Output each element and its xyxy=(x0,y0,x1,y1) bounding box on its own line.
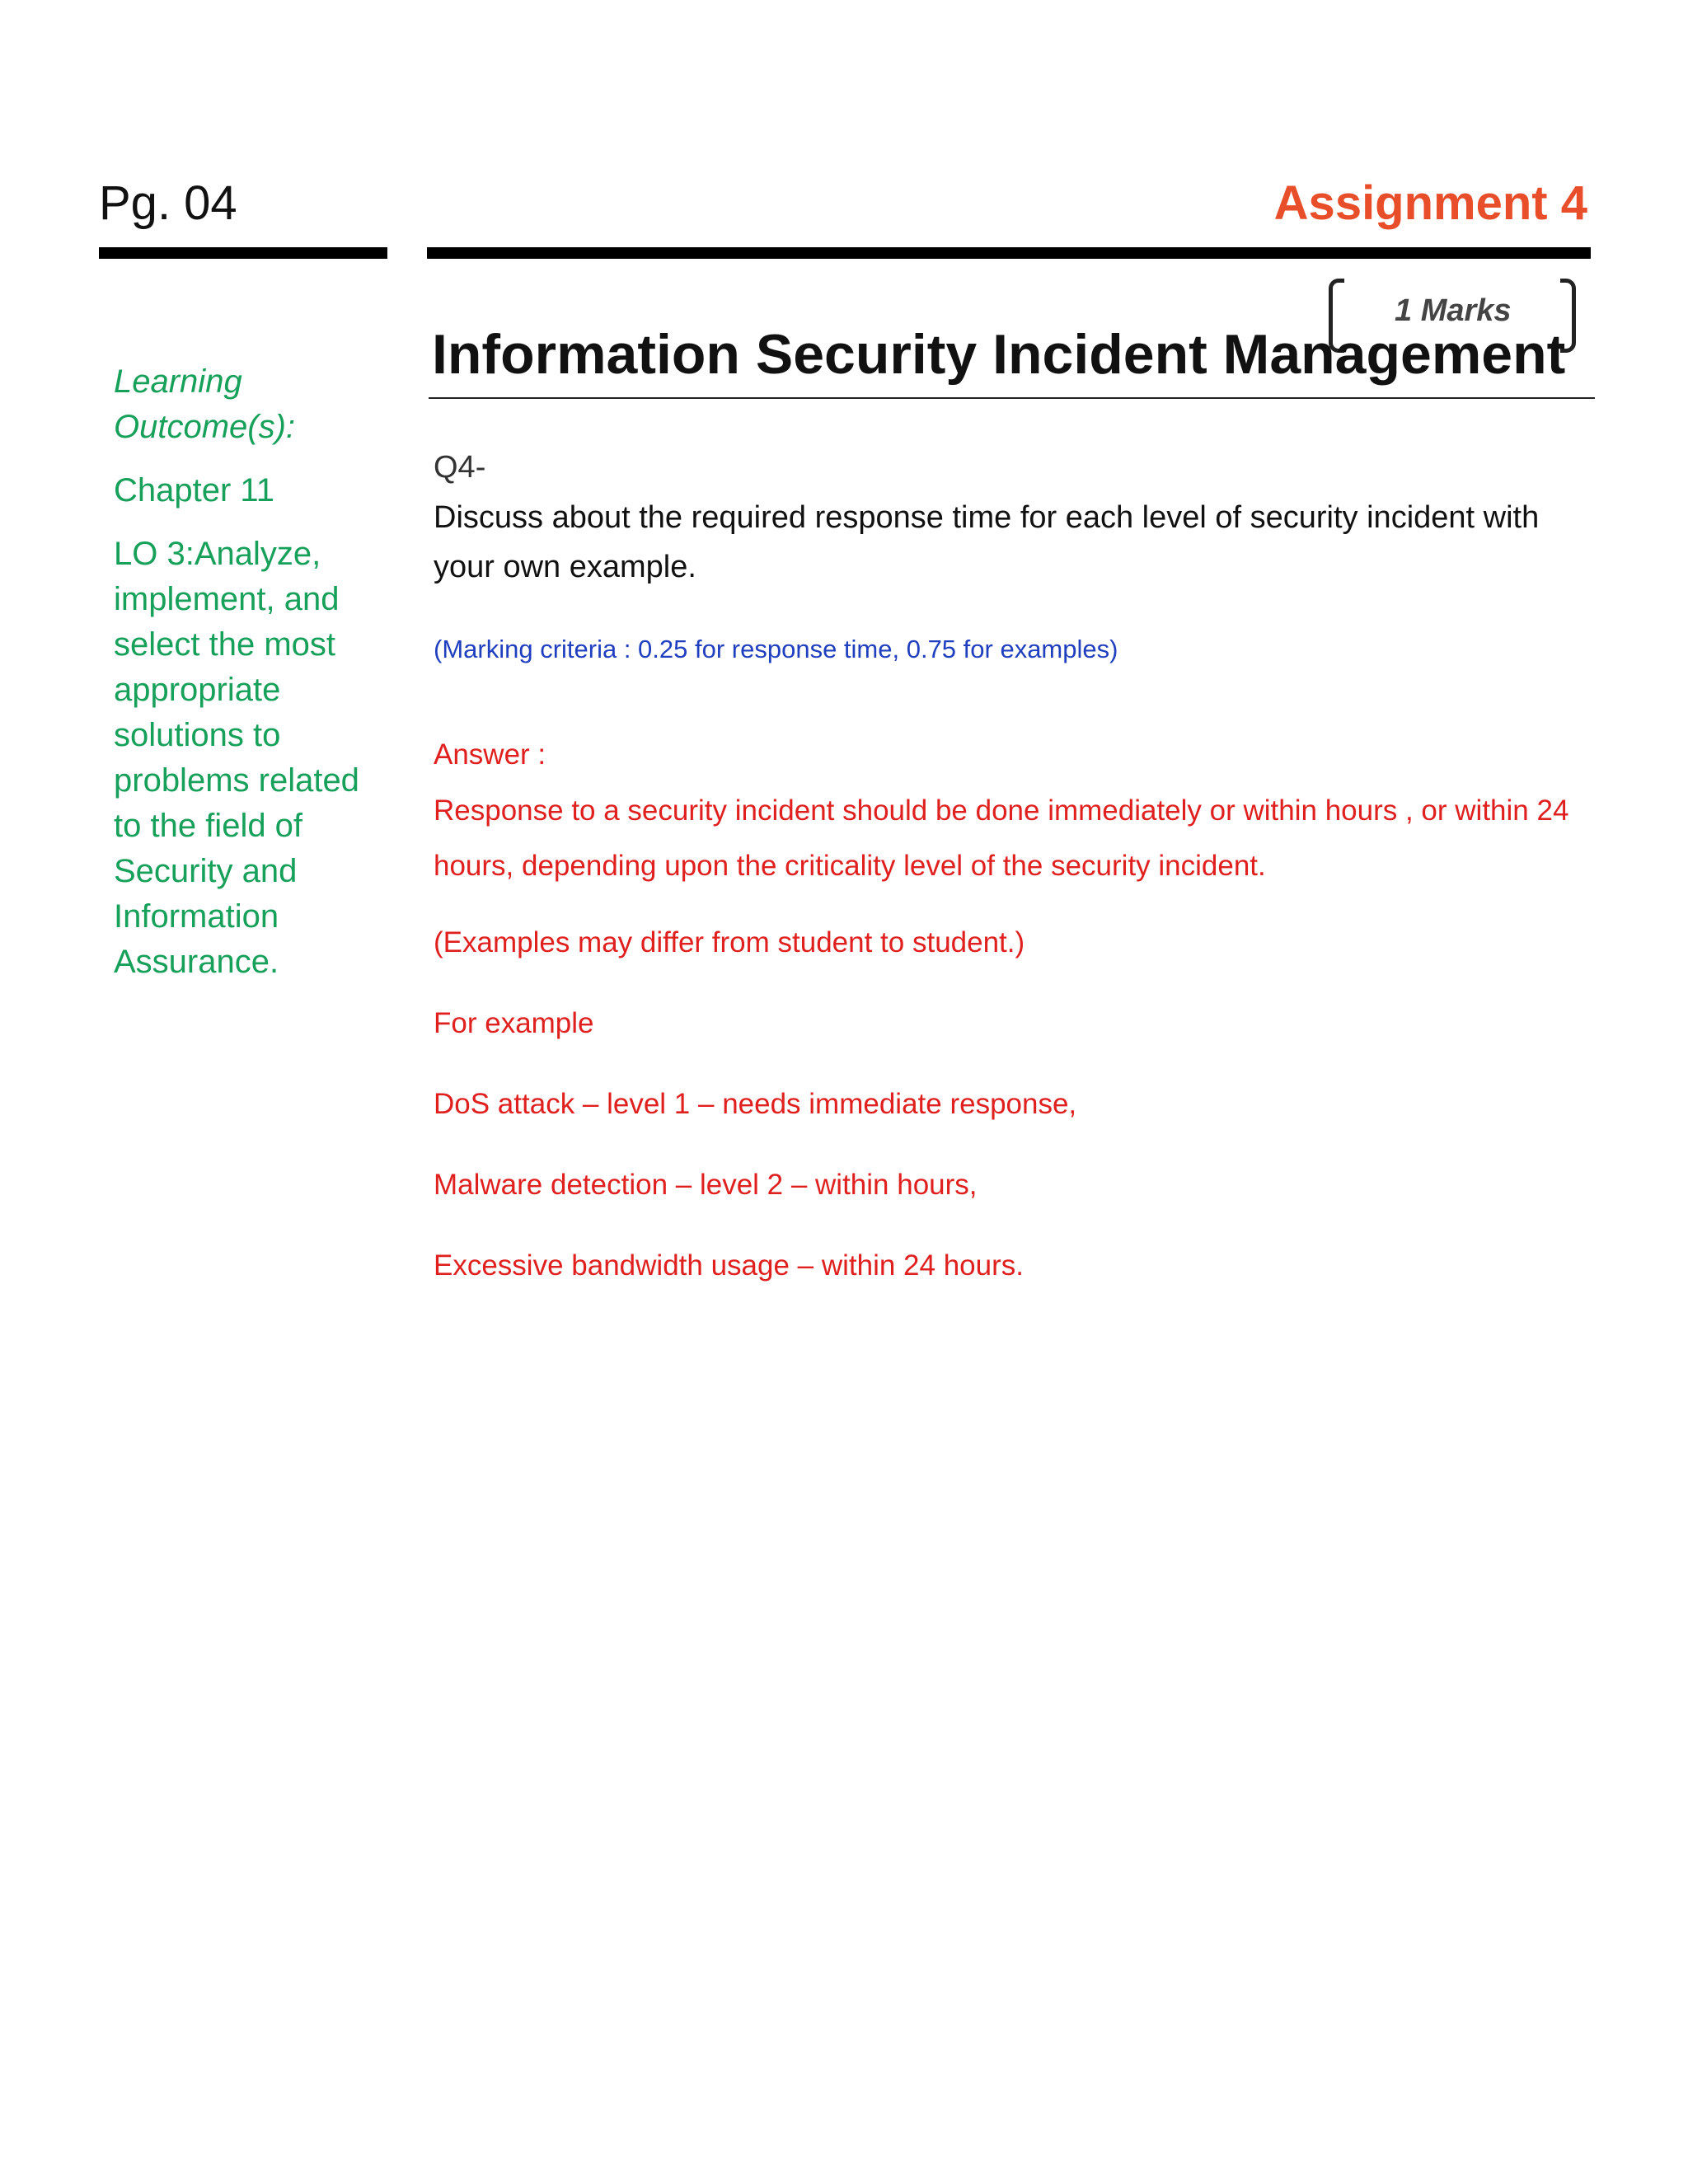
section-title: Information Security Incident Management xyxy=(432,323,1566,386)
example-intro: For example xyxy=(434,1007,594,1039)
question-text: Discuss about the required response time for each level of security incident with your own example. xyxy=(434,500,1540,584)
question-number: Q4- xyxy=(434,450,486,485)
answer-body: Response to a security incident should be done immediately or within hours , or within 24 hours, depending upon the criticality level of the security incident. xyxy=(434,794,1569,882)
assignment-title: Assignment 4 xyxy=(1273,176,1587,230)
learning-outcomes-sidebar xyxy=(114,359,377,985)
learning-outcomes-heading: Learning Outcome(s): xyxy=(114,363,296,445)
learning-outcome-text: LO 3:Analyze, implement, and select the most appropriate solutions to problems related to the field of Security and Information Assurance. xyxy=(114,536,359,980)
answer-note: (Examples may differ from student to student.) xyxy=(434,926,1025,958)
marks-label: 1 Marks xyxy=(1395,293,1512,328)
header-rule-left xyxy=(99,247,387,259)
page-number: Pg. 04 xyxy=(99,176,237,230)
answer-label: Answer : xyxy=(434,738,546,771)
example-item: DoS attack – level 1 – needs immediate response, xyxy=(434,1088,1077,1120)
chapter-label: Chapter 11 xyxy=(114,472,274,509)
example-item: Excessive bandwidth usage – within 24 hours. xyxy=(434,1249,1024,1282)
answer-block xyxy=(434,732,1596,1324)
title-divider xyxy=(429,397,1595,399)
example-item: Malware detection – level 2 – within hours, xyxy=(434,1169,978,1201)
marking-criteria: (Marking criteria : 0.25 for response time, 0.75 for examples) xyxy=(434,635,1118,663)
header-rule-right xyxy=(427,247,1591,259)
